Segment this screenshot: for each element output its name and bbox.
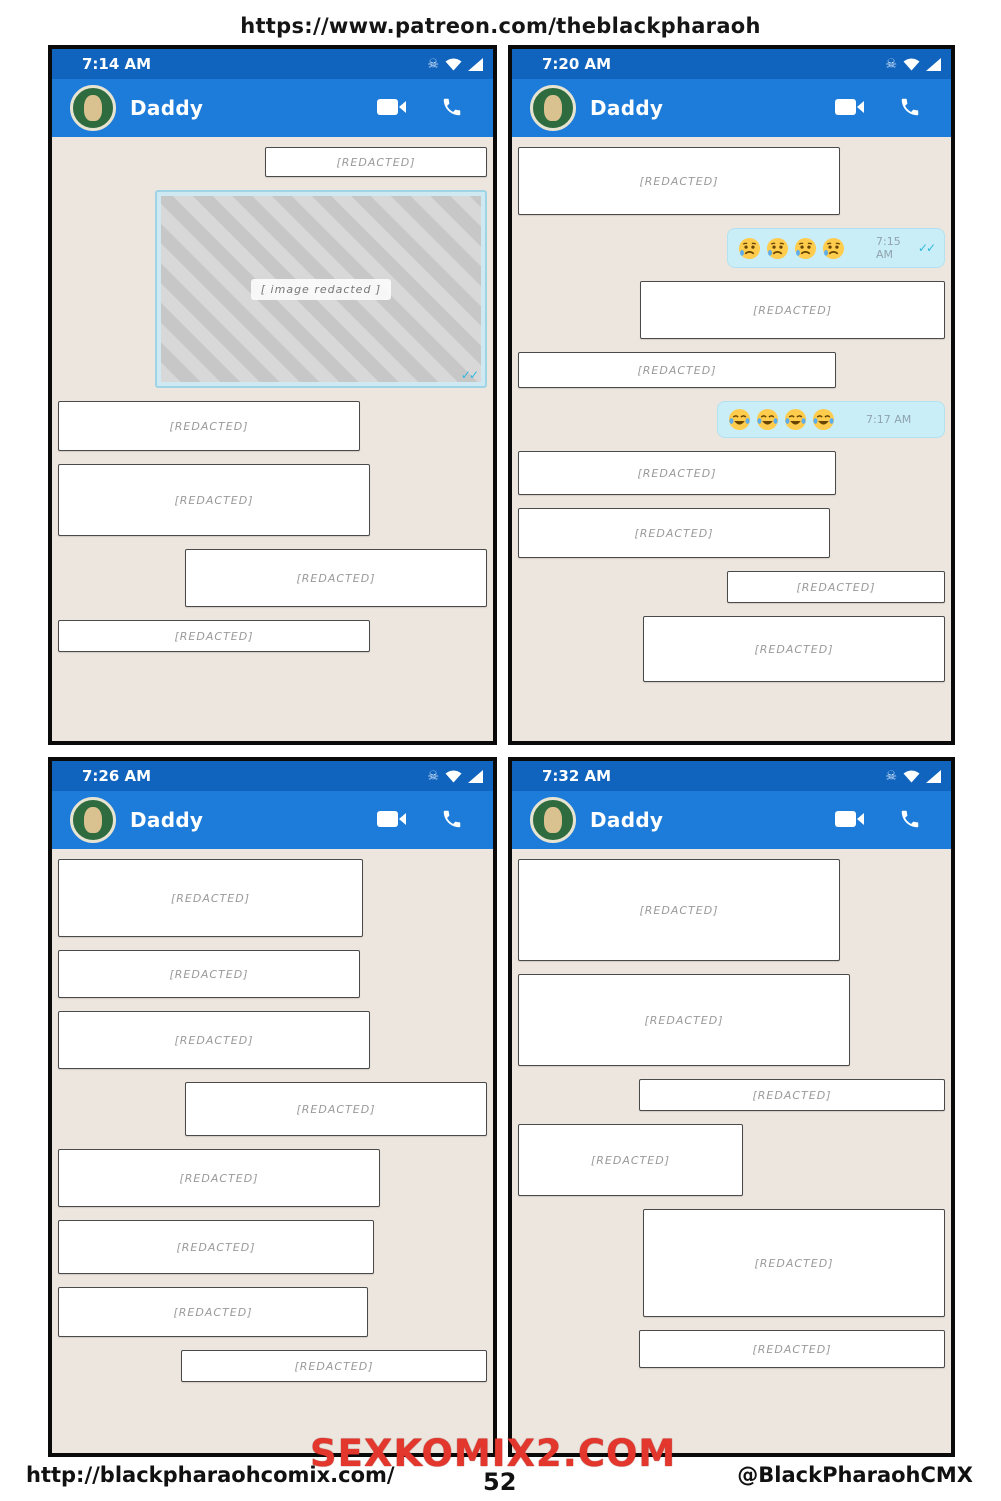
status-time: 7:26 AM bbox=[82, 767, 152, 785]
skull-icon: ☠ bbox=[427, 56, 439, 72]
sad-sweat-emoji-icon bbox=[794, 237, 817, 260]
message-bubble-left bbox=[58, 1149, 380, 1207]
status-bar bbox=[52, 49, 493, 79]
status-bar bbox=[52, 761, 493, 791]
voice-call-icon[interactable] bbox=[441, 808, 463, 833]
message-text: [REDACTED] bbox=[754, 642, 834, 656]
message-text: [REDACTED] bbox=[639, 903, 719, 917]
message-text: [REDACTED] bbox=[754, 1256, 834, 1270]
message-text: [REDACTED] bbox=[169, 967, 249, 981]
contact-name: Daddy bbox=[590, 808, 664, 832]
message-bubble-left bbox=[58, 464, 370, 536]
message-text: [REDACTED] bbox=[752, 1342, 832, 1356]
message-text: [REDACTED] bbox=[591, 1153, 670, 1167]
voice-call-icon[interactable] bbox=[441, 96, 463, 121]
read-receipt-icon: ✓✓ bbox=[917, 241, 934, 255]
status-time: 7:14 AM bbox=[82, 55, 152, 73]
contact-name: Daddy bbox=[130, 808, 204, 832]
message-bubble-right bbox=[639, 1079, 945, 1111]
contact-name: Daddy bbox=[130, 96, 204, 120]
message-text: [REDACTED] bbox=[174, 493, 254, 507]
conversation-header bbox=[512, 79, 951, 137]
voice-call-icon[interactable] bbox=[899, 96, 921, 121]
status-icons bbox=[427, 770, 483, 783]
chat-panel-3 bbox=[48, 757, 497, 1457]
wifi-icon bbox=[445, 770, 462, 783]
message-time: 7:17 AM bbox=[866, 413, 912, 426]
message-bubble-left bbox=[58, 1011, 370, 1069]
message-text: [REDACTED] bbox=[174, 629, 254, 643]
contact-avatar[interactable] bbox=[70, 85, 116, 131]
message-bubble-right bbox=[727, 571, 945, 603]
video-call-icon[interactable] bbox=[377, 810, 407, 831]
message-text: [REDACTED] bbox=[637, 363, 717, 377]
message-text: [REDACTED] bbox=[752, 1088, 832, 1102]
comic-panels-grid bbox=[48, 45, 955, 1457]
patreon-link-text: https://www.patreon.com/theblackpharaoh bbox=[240, 14, 761, 38]
skull-icon: ☠ bbox=[885, 56, 897, 72]
header-actions bbox=[377, 96, 475, 121]
message-text: [REDACTED] bbox=[296, 571, 376, 585]
message-bubble-left bbox=[58, 1220, 374, 1274]
message-text: [REDACTED] bbox=[174, 1033, 254, 1047]
message-bubble-left bbox=[518, 859, 840, 961]
message-list[interactable] bbox=[52, 849, 493, 1453]
conversation-header bbox=[52, 79, 493, 137]
message-list[interactable] bbox=[512, 137, 951, 741]
message-text: [REDACTED] bbox=[294, 1359, 374, 1373]
message-text: [REDACTED] bbox=[637, 466, 717, 480]
message-time: 7:15 AM bbox=[876, 235, 901, 261]
status-time: 7:20 AM bbox=[542, 55, 612, 73]
message-text: [REDACTED] bbox=[336, 155, 416, 169]
skull-icon: ☠ bbox=[427, 768, 439, 784]
message-text: [REDACTED] bbox=[296, 1102, 376, 1116]
signal-icon bbox=[926, 770, 941, 783]
message-bubble-left bbox=[518, 352, 836, 388]
message-bubble-left bbox=[518, 1124, 743, 1196]
video-call-icon[interactable] bbox=[377, 98, 407, 119]
chat-panel-2 bbox=[508, 45, 955, 745]
chat-panel-1 bbox=[48, 45, 497, 745]
video-call-icon[interactable] bbox=[835, 98, 865, 119]
sad-sweat-emoji-icon bbox=[766, 237, 789, 260]
voice-call-icon[interactable] bbox=[899, 808, 921, 833]
message-bubble-right bbox=[643, 1209, 945, 1317]
crying-laughing-emoji-icon bbox=[728, 408, 751, 431]
crying-laughing-emoji-icon bbox=[756, 408, 779, 431]
sad-sweat-emoji-row bbox=[738, 237, 845, 260]
message-bubble-left bbox=[518, 451, 836, 495]
message-list[interactable] bbox=[52, 137, 493, 741]
message-bubble-left bbox=[518, 974, 850, 1066]
message-text: [REDACTED] bbox=[634, 526, 714, 540]
message-bubble-left bbox=[58, 859, 363, 937]
status-bar bbox=[512, 49, 951, 79]
crying-laughing-emoji-row bbox=[728, 408, 835, 431]
message-bubble-right bbox=[639, 1330, 945, 1368]
footer-author-handle: @BlackPharaohCMX bbox=[737, 1463, 973, 1487]
signal-icon bbox=[926, 58, 941, 71]
message-text: [REDACTED] bbox=[176, 1240, 256, 1254]
message-bubble-left bbox=[518, 508, 830, 558]
site-watermark: SEXKOMIX2.COM bbox=[310, 1432, 677, 1475]
header-actions bbox=[377, 808, 475, 833]
message-text: [REDACTED] bbox=[169, 419, 249, 433]
chat-panel-4 bbox=[508, 757, 955, 1457]
conversation-header bbox=[512, 791, 951, 849]
conversation-header bbox=[52, 791, 493, 849]
contact-avatar[interactable] bbox=[530, 85, 576, 131]
page-number: 52 bbox=[483, 1468, 517, 1496]
message-bubble-left bbox=[58, 401, 360, 451]
message-text: [REDACTED] bbox=[796, 580, 876, 594]
status-time: 7:32 AM bbox=[542, 767, 612, 785]
contact-name: Daddy bbox=[590, 96, 664, 120]
emoji-message-bubble bbox=[717, 401, 945, 438]
contact-avatar[interactable] bbox=[530, 797, 576, 843]
crying-laughing-emoji-icon bbox=[812, 408, 835, 431]
footer-site-url: http://blackpharaohcomix.com/ bbox=[26, 1463, 395, 1487]
signal-icon bbox=[468, 770, 483, 783]
message-bubble-left bbox=[58, 950, 360, 998]
message-bubble-right bbox=[265, 147, 487, 177]
message-bubble-right bbox=[185, 1082, 487, 1136]
message-text: [REDACTED] bbox=[753, 303, 832, 317]
contact-avatar[interactable] bbox=[70, 797, 116, 843]
message-text: [REDACTED] bbox=[173, 1305, 253, 1319]
message-text: [REDACTED] bbox=[639, 174, 719, 188]
crying-laughing-emoji-icon bbox=[784, 408, 807, 431]
message-bubble-left bbox=[518, 147, 840, 215]
status-icons bbox=[885, 770, 941, 783]
message-bubble-left bbox=[58, 620, 370, 652]
video-call-icon[interactable] bbox=[835, 810, 865, 831]
message-text: [REDACTED] bbox=[179, 1171, 259, 1185]
header-actions bbox=[835, 96, 933, 121]
message-bubble-right bbox=[181, 1350, 487, 1382]
message-text: [REDACTED] bbox=[171, 891, 250, 905]
signal-icon bbox=[468, 58, 483, 71]
skull-icon: ☠ bbox=[885, 768, 897, 784]
status-icons bbox=[885, 58, 941, 71]
image-message-thumbnail[interactable] bbox=[155, 190, 487, 388]
message-list[interactable] bbox=[512, 849, 951, 1453]
redacted-image-label: [ image redacted ] bbox=[251, 279, 391, 300]
message-bubble-right bbox=[643, 616, 945, 682]
redacted-image-placeholder bbox=[161, 196, 481, 382]
message-bubble-left bbox=[58, 1287, 368, 1337]
wifi-icon bbox=[903, 770, 920, 783]
message-text: [REDACTED] bbox=[644, 1013, 724, 1027]
wifi-icon bbox=[445, 58, 462, 71]
wifi-icon bbox=[903, 58, 920, 71]
status-icons bbox=[427, 58, 483, 71]
header-actions bbox=[835, 808, 933, 833]
status-bar bbox=[512, 761, 951, 791]
message-bubble-right bbox=[640, 281, 945, 339]
read-receipt-icon: ✓✓ bbox=[460, 368, 477, 382]
sad-sweat-emoji-icon bbox=[822, 237, 845, 260]
message-meta bbox=[876, 235, 934, 261]
message-bubble-right bbox=[185, 549, 487, 607]
message-meta bbox=[866, 413, 911, 426]
sad-sweat-emoji-icon bbox=[738, 237, 761, 260]
emoji-message-bubble bbox=[727, 228, 945, 268]
